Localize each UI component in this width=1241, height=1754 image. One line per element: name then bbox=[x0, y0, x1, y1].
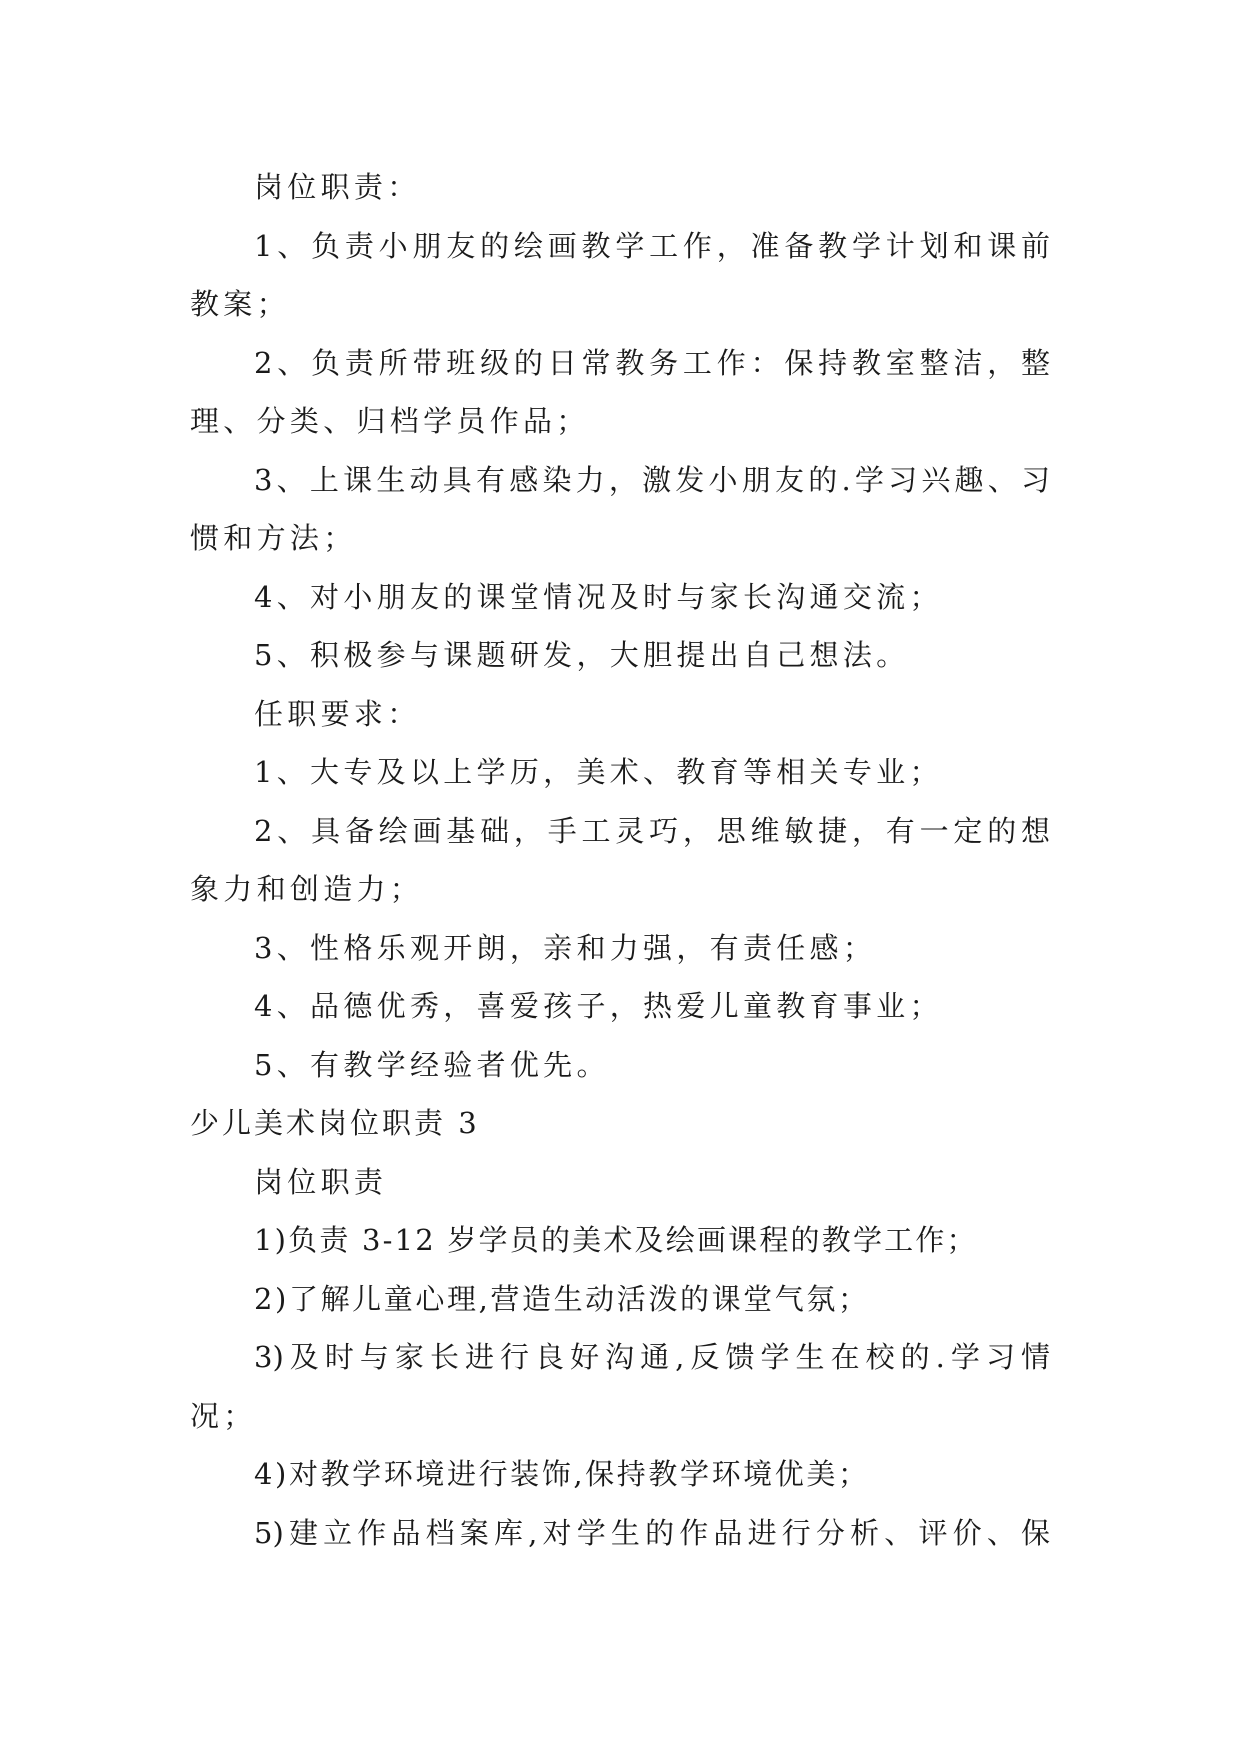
paragraph-line: 惯和方法； bbox=[190, 521, 357, 555]
paragraph-line: 5、积极参与课题研发，大胆提出自己想法。 bbox=[254, 638, 910, 672]
section-heading-duties: 岗位职责 bbox=[254, 1164, 388, 1199]
paragraph-line: 1)负责 3-12 岁学员的美术及绘画课程的教学工作； bbox=[254, 1223, 978, 1257]
paragraph-line: 5、有教学经验者优先。 bbox=[254, 1047, 610, 1082]
paragraph-line: 2)了解儿童心理,营造生动活泼的课堂气氛； bbox=[254, 1281, 870, 1316]
paragraph-line: 2、负责所带班级的日常教务工作：保持教室整洁，整 bbox=[254, 345, 1050, 380]
paragraph-line: 4、对小朋友的课堂情况及时与家长沟通交流； bbox=[254, 579, 943, 614]
document-page bbox=[190, 158, 1050, 1562]
paragraph-line: 况； bbox=[190, 1398, 257, 1433]
paragraph-line: 1、负责小朋友的绘画教学工作，准备教学计划和课前 bbox=[254, 228, 1050, 263]
document-heading: 少儿美术岗位职责 3 bbox=[190, 1106, 480, 1140]
paragraph-line: 1、大专及以上学历，美术、教育等相关专业； bbox=[254, 755, 943, 789]
paragraph-line: 5)建立作品档案库,对学生的作品进行分析、评价、保 bbox=[254, 1515, 1050, 1550]
paragraph-line: 3、上课生动具有感染力，激发小朋友的.学习兴趣、习 bbox=[254, 462, 1050, 497]
paragraph-line: 教案； bbox=[190, 287, 290, 321]
paragraph-line: 象力和创造力； bbox=[190, 872, 424, 906]
section-heading-requirements: 任职要求： bbox=[254, 696, 421, 731]
paragraph-line: 2、具备绘画基础，手工灵巧，思维敏捷，有一定的想 bbox=[254, 813, 1050, 848]
paragraph-line: 3、性格乐观开朗，亲和力强，有责任感； bbox=[254, 930, 877, 965]
section-heading-duties: 岗位职责： bbox=[254, 170, 421, 204]
paragraph-line: 4、品德优秀，喜爱孩子，热爱儿童教育事业； bbox=[254, 989, 943, 1023]
paragraph-line: 理、分类、归档学员作品； bbox=[190, 404, 590, 438]
paragraph-line: 3)及时与家长进行良好沟通,反馈学生在校的.学习情 bbox=[254, 1340, 1050, 1374]
paragraph-line: 4)对教学环境进行装饰,保持教学环境优美； bbox=[254, 1457, 870, 1491]
